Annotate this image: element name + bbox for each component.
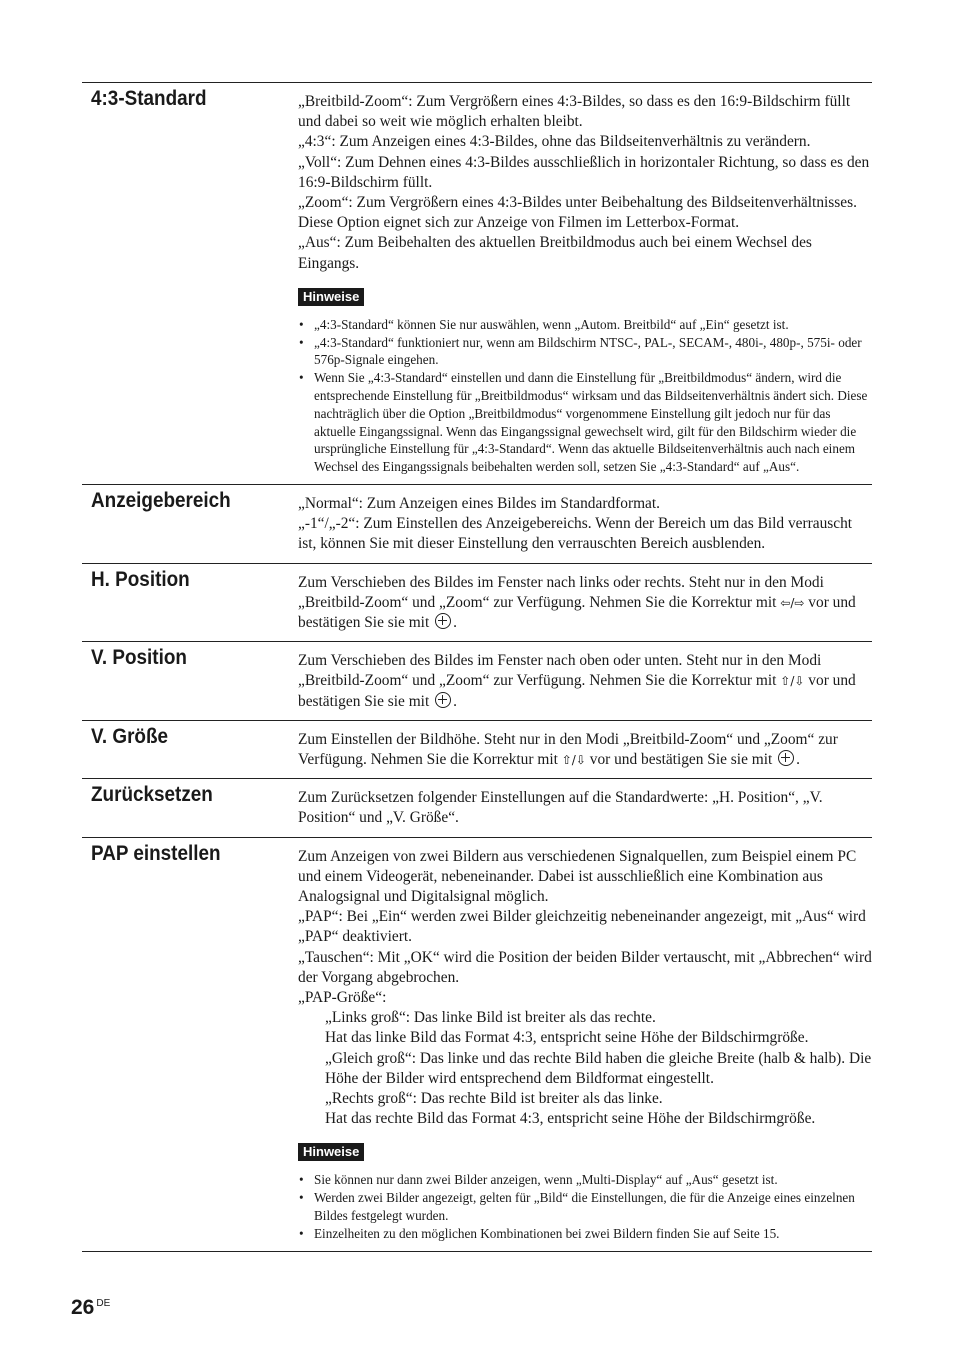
- sub-option-gleich: „Gleich groß“: Das linke und das rechte Bild haben die gleiche Breite (halb & halb). Die Höhe der Bilder wird entsprechend dem Bildformat eingestellt.: [325, 1049, 872, 1087]
- option-zoom: „Zoom“: Zum Vergrößern eines 4:3-Bildes unter Beibehaltung des Bildseitenverhältnisses. Diese Option eignet sich zur Anzeige von Filmen im Letterbox-Format.: [298, 194, 857, 232]
- sub-option-rechts-detail: Hat das rechte Bild das Format 4:3, entspricht seine Höhe der Bildschirmgröße.: [325, 1110, 816, 1128]
- text-part: vor und bestätigen Sie sie mit: [298, 672, 856, 710]
- language-code: DE: [96, 1298, 111, 1309]
- note-item: • Einzelheiten zu den möglichen Kombinationen bei zwei Bildern finden Sie auf Seite 15.: [298, 1225, 872, 1243]
- section-body: [298, 721, 872, 778]
- notes-badge: Hinweise: [298, 1143, 364, 1161]
- page-number: 26: [71, 1296, 95, 1319]
- text-part: Zum Einstellen der Bildhöhe. Steht nur in den Modi „Breitbild-Zoom“ und „Zoom“ zur Verfügung. Nehmen Sie die Korrektur mit: [298, 730, 838, 769]
- up-down-arrow-icon: ⇧/⇩: [561, 753, 586, 768]
- option-minus: „-1“/„-2“: Zum Einstellen des Anzeigebereichs. Wenn der Bereich um das Bild verrauscht ist, können Sie mit dieser Einstellung den verrauschten Bereich ausblenden.: [298, 515, 853, 553]
- section-heading: Zurücksetzen: [91, 783, 213, 807]
- option-voll: „Voll“: Zum Dehnen eines 4:3-Bildes ausschließlich in horizontaler Richtung, so dass es den 16:9-Bildschirm füllt.: [298, 153, 870, 191]
- notes-list: [298, 1171, 872, 1242]
- section-heading: V. Größe: [91, 724, 169, 748]
- section-body: [298, 838, 872, 1251]
- section-pap-einstellen: [82, 837, 872, 1252]
- section-body: [298, 485, 872, 563]
- note-item: • „4:3-Standard“ funktioniert nur, wenn am Bildschirm NTSC-, PAL-, SECAM-, 480i-, 480p-, 575i- oder 576p-Signale eingehen.: [298, 334, 872, 370]
- pap-intro: Zum Anzeigen von zwei Bildern aus verschiedenen Signalquellen, zum Beispiel einem PC und einem Videogerät, nebeneinander. Dabei ist ausschließlich eine Kombination aus Analogsignal und Digitalsignal möglich.: [298, 847, 857, 906]
- text-part: Zum Verschieben des Bildes im Fenster nach links oder rechts. Steht nur in den Modi „Breitbild-Zoom“ und „Zoom“ zur Verfügung. Nehmen Sie die Korrektur mit: [298, 573, 824, 611]
- section-anzeigebereich: [82, 484, 872, 563]
- notes-list: [298, 316, 872, 476]
- text-part: vor und bestätigen Sie sie mit: [298, 593, 856, 632]
- settings-table: [82, 82, 872, 1252]
- up-down-arrow-icon: ⇧/⇩: [780, 674, 805, 689]
- confirm-button-icon: [435, 613, 451, 629]
- option-aus: „Aus“: Zum Beibehalten des aktuellen Breitbildmodus auch bei einem Wechsel des Eingangs.: [298, 234, 812, 272]
- option-tauschen: „Tauschen“: Mit „OK“ wird die Position der beiden Bilder vertauscht, mit „Abbrechen“ wird der Vorgang abgebrochen.: [298, 948, 872, 986]
- section-heading: H. Position: [91, 567, 190, 591]
- option-breitbild-zoom: „Breitbild-Zoom“: Zum Vergrößern eines 4:3-Bildes, so dass es den 16:9-Bildschirm füllt und dabei so weit wie möglich erhalten bleibt.: [298, 93, 851, 131]
- text-part: vor und bestätigen Sie sie mit: [589, 751, 773, 769]
- confirm-button-icon: [778, 750, 794, 766]
- section-v-groesse: [82, 720, 872, 778]
- section-body: [298, 564, 872, 642]
- sub-option-rechts: „Rechts groß“: Das rechte Bild ist breiter als das linke.: [325, 1090, 663, 1108]
- section-body: [298, 642, 872, 720]
- option-pap: „PAP“: Bei „Ein“ werden zwei Bilder gleichzeitig nebeneinander angezeigt, mit „Aus“ wird „PAP“ deaktiviert.: [298, 908, 866, 946]
- sub-option-links-detail: Hat das linke Bild das Format 4:3, entspricht seine Höhe der Bildschirmgröße.: [325, 1029, 809, 1047]
- note-item: • Werden zwei Bilder angezeigt, gelten für „Bild“ die Einstellungen, die für die Anzeige eines einzelnen Bildes festgelegt wurden.: [298, 1189, 872, 1225]
- section-text: [298, 573, 872, 634]
- note-item: • „4:3-Standard“ können Sie nur auswählen, wenn „Autom. Breitbild“ auf „Ein“ gesetzt ist.: [298, 316, 872, 334]
- note-item: • Wenn Sie „4:3-Standard“ einstellen und dann die Einstellung für „Breitbildmodus“ ändern, wird die entsprechende Einstellung für „Breitbildmodus“ wirksam und das Bildseitenverhältnis ändert sich. Diese nachträglich über die Option „Breitbildmodus“ vorgenommene Einstellung gilt jedoch nur für das aktuelle Eingangssignal. Wenn das Eingangssignal gewechselt wird, gilt für den Bildschirm wieder die ursprüngliche Einstellung für „4:3-Standard“. Wenn das aktuelle Bildseitenverhältnis auch nach einem Wechsel des Eingangssignals beibehalten werden soll, setzen Sie „4:3-Standard“ auf „Aus“.: [298, 369, 872, 476]
- section-body: [298, 779, 872, 836]
- option-pap-groesse: „PAP-Größe“:: [298, 989, 387, 1007]
- section-heading: V. Position: [91, 646, 187, 670]
- section-zuruecksetzen: [82, 778, 872, 836]
- text-end: .: [453, 614, 457, 632]
- section-h-position: [82, 563, 872, 642]
- text-end: .: [796, 751, 800, 769]
- section-heading: Anzeigebereich: [91, 489, 231, 512]
- sub-option-links: „Links groß“: Das linke Bild ist breiter als das rechte.: [325, 1009, 656, 1027]
- section-text: [298, 651, 872, 712]
- text-end: .: [453, 692, 457, 710]
- page-footer: [71, 1296, 110, 1320]
- section-body: [298, 83, 872, 484]
- section-text: Zum Zurücksetzen folgender Einstellungen auf die Standardwerte: „H. Position“, „V. Position“ und „V. Größe“.: [298, 789, 823, 827]
- option-4-3: „4:3“: Zum Anzeigen eines 4:3-Bildes, ohne das Bildseitenverhältnis zu verändern.: [298, 133, 811, 151]
- confirm-button-icon: [435, 692, 451, 708]
- section-heading: 4:3-Standard: [91, 87, 207, 110]
- section-v-position: [82, 641, 872, 720]
- option-normal: „Normal“: Zum Anzeigen eines Bildes im Standardformat.: [298, 495, 661, 512]
- text-part: Zum Verschieben des Bildes im Fenster nach oben oder unten. Steht nur in den Modi „Breitbild-Zoom“ und „Zoom“ zur Verfügung. Nehmen Sie die Korrektur mit: [298, 652, 822, 690]
- section-4-3-standard: [82, 82, 872, 484]
- note-item: • Sie können nur dann zwei Bilder anzeigen, wenn „Multi-Display“ auf „Aus“ gesetzt ist.: [298, 1171, 872, 1189]
- section-text: [298, 730, 872, 770]
- notes-badge: Hinweise: [298, 288, 364, 306]
- section-heading: PAP einstellen: [91, 841, 221, 865]
- left-right-arrow-icon: ⇦/⇨: [780, 595, 805, 610]
